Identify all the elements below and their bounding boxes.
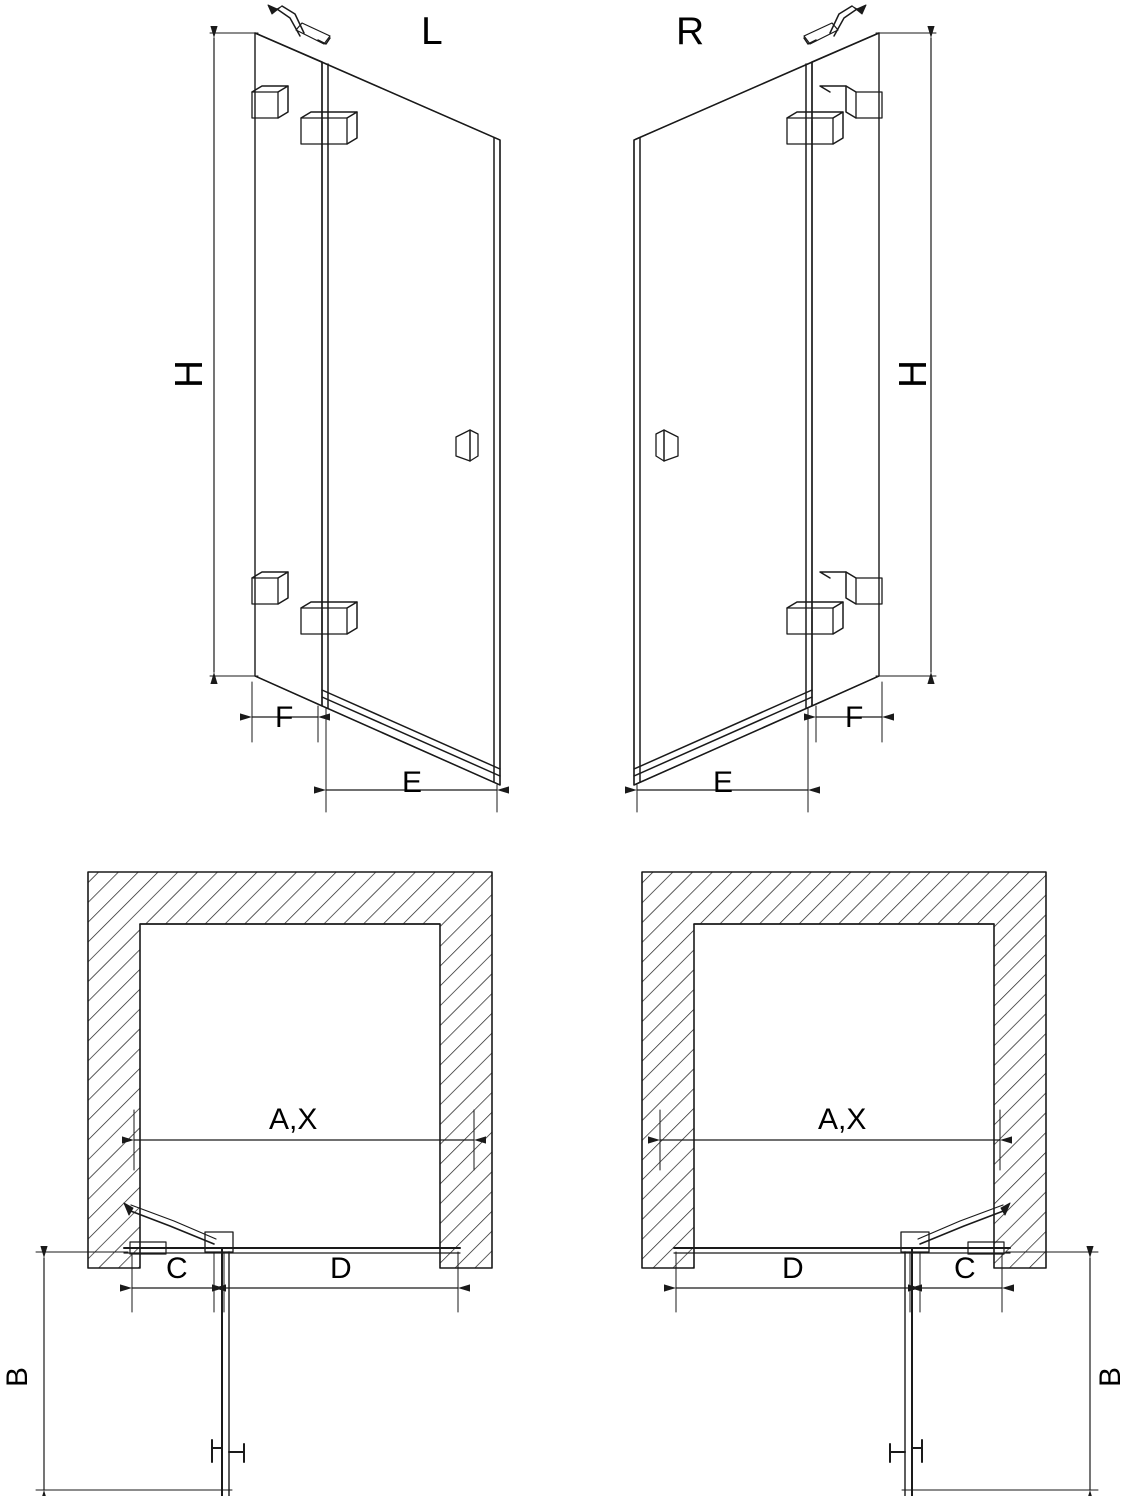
variant-label-right: R	[676, 10, 705, 53]
plan-right-group	[642, 872, 1098, 1496]
dimension-label-f-right: F	[845, 701, 864, 734]
dimension-label-b-left: B	[1, 1366, 35, 1388]
dimension-label-b-right: B	[1094, 1366, 1128, 1388]
dimension-label-e-right: E	[713, 766, 734, 799]
dimension-label-h-right: H	[892, 359, 936, 389]
dimension-label-e-left: E	[402, 766, 423, 799]
variant-label-left: L	[421, 10, 443, 53]
dimension-label-f-left: F	[275, 701, 294, 734]
dimension-label-ax-left: A,X	[269, 1103, 318, 1136]
dimension-label-ax-right: A,X	[818, 1103, 867, 1136]
dimension-label-d-right: D	[782, 1252, 804, 1285]
dimension-label-d-left: D	[330, 1252, 352, 1285]
plan-left-group	[36, 872, 492, 1496]
iso-left-group	[210, 5, 500, 812]
iso-right-group	[634, 5, 936, 812]
dimension-label-c-left: C	[166, 1252, 188, 1285]
dimension-label-c-right: C	[954, 1252, 976, 1285]
dimension-label-h-left: H	[168, 359, 212, 389]
